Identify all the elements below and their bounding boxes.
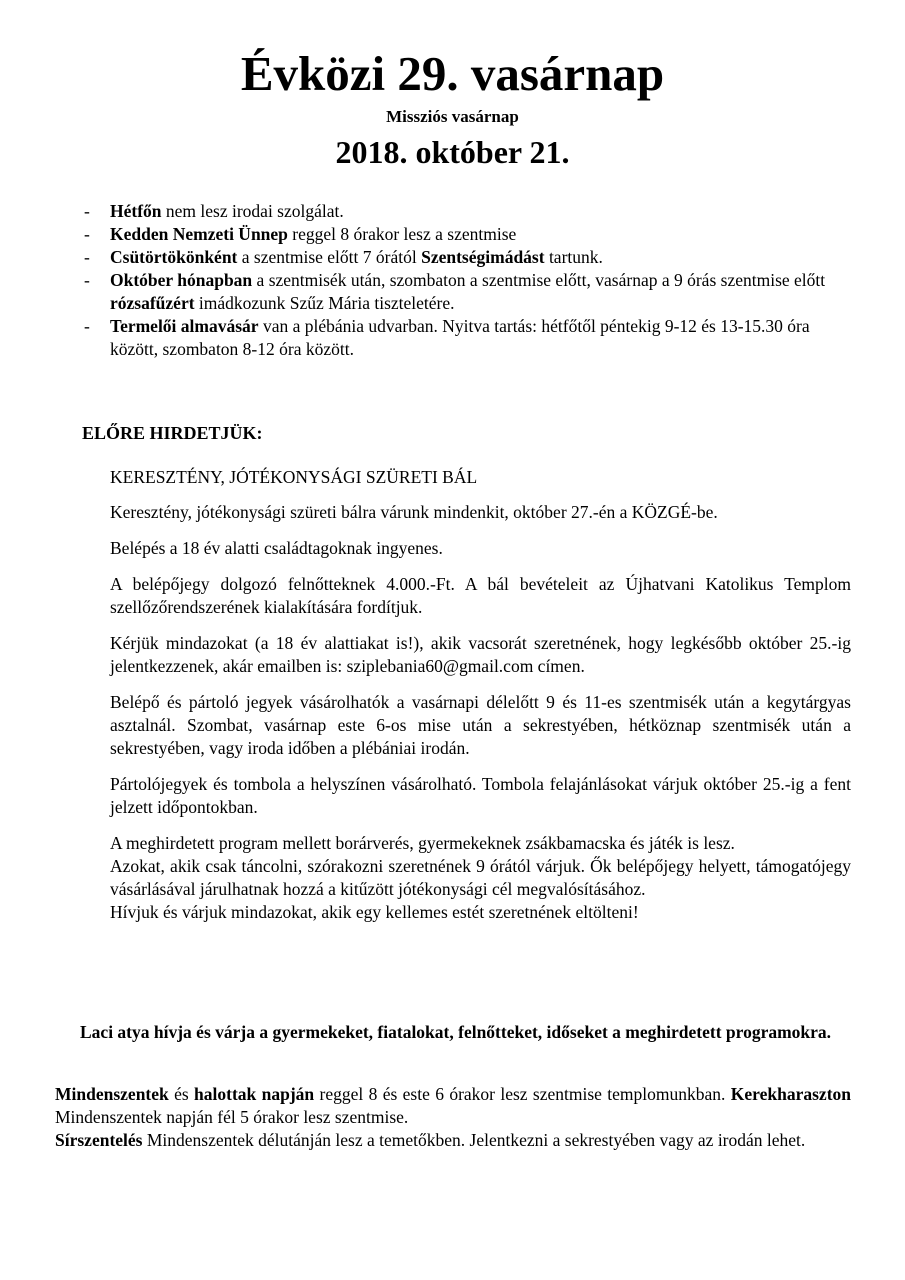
event-paragraph: Keresztény, jótékonysági szüreti bálra várunk mindenkit, október 27.-én a KÖZGÉ-be. xyxy=(110,502,718,522)
notice-text: Kedden Nemzeti Ünnep reggel 8 órakor lesz a szentmise xyxy=(110,224,517,244)
bold-run: Mindenszentek xyxy=(55,1084,169,1104)
harvest-ball-announcement xyxy=(110,466,851,924)
event-paragraph: A meghirdetett program mellett borárverés, gyermekeknek zsákbamacska és játék is lesz. xyxy=(110,833,735,853)
notice-item xyxy=(84,223,854,246)
all-saints-paragraph xyxy=(55,1083,851,1129)
closing-invitation: Laci atya hívja és várja a gyermekeket, fiatalokat, felnőtteket, időseket a meghirdetett programokra. xyxy=(80,1022,832,1042)
paragraph-text: Sírszentelés Mindenszentek délutánján lesz a temetőkben. Jelentkezni a sekrestyében vagy az irodán lehet. xyxy=(55,1130,806,1150)
event-paragraph: Kérjük mindazokat (a 18 év alattiakat is!), akik vacsorát szeretnének, hogy legkésőbb október 25.-ig jelentkezzenek, akár emailben is: sziplebania60@gmail.com címen. xyxy=(110,633,851,676)
notice-item xyxy=(84,200,854,223)
notice-text: Termelői almavásár van a plébánia udvarban. Nyitva tartás: hétfőtől péntekig 9-12 és 13-15.30 óra között, szombaton 8-12 óra között. xyxy=(110,316,810,359)
bulletin-date: 2018. október 21. xyxy=(335,134,570,170)
all-saints-notices xyxy=(55,1083,851,1152)
notice-text: Október hónapban a szentmisék után, szombaton a szentmise előtt, vasárnap a 9 órás szentmise előtt rózsafűzért imádkozunk Szűz Mária tiszteletére. xyxy=(110,270,826,313)
bold-run: Sírszentelés xyxy=(55,1130,143,1150)
event-paragraph: Belépő és pártoló jegyek vásárolhatók a vasárnapi délelőtt 9 és 11-es szentmisék után a kegytárgyas asztalnál. Szombat, vasárnap este 6-os mise után a sekrestyében, hétköznap szentmisék után a sekrestyében, vagy iroda időben a plébániai irodán. xyxy=(110,692,851,758)
event-paragraph: Belépés a 18 év alatti családtagoknak ingyenes. xyxy=(110,538,443,558)
page-title: Évközi 29. vasárnap xyxy=(240,46,665,101)
bold-run: Csütörtökönként xyxy=(110,247,238,267)
notice-item xyxy=(84,246,854,269)
grave-blessing-paragraph xyxy=(55,1129,851,1152)
bold-run: Kedden Nemzeti Ünnep xyxy=(110,224,288,244)
bold-run: Október hónapban xyxy=(110,270,253,290)
section-heading: ELŐRE HIRDETJÜK: xyxy=(82,423,263,443)
bold-run: halottak napján xyxy=(194,1084,315,1104)
event-title: KERESZTÉNY, JÓTÉKONYSÁGI SZÜRETI BÁL xyxy=(110,467,478,487)
dash-bullet: - xyxy=(84,316,90,336)
notice-item xyxy=(84,269,854,315)
paragraph-text: Mindenszentek és halottak napján reggel 8 és este 6 órakor lesz szentmise templomunkban. Kerekharaszton Mindenszentek napján fél 5 órakor lesz szentmise. xyxy=(55,1084,851,1127)
dash-bullet: - xyxy=(84,224,90,244)
notice-text: Csütörtökönként a szentmise előtt 7 órától Szentségimádást tartunk. xyxy=(110,247,603,267)
event-paragraph: Pártolójegyek és tombola a helyszínen vásárolható. Tombola felajánlásokat várjuk október 25.-ig a fent jelzett időpontokban. xyxy=(110,774,851,817)
bold-run: Szentségimádást xyxy=(421,247,545,267)
dash-bullet: - xyxy=(84,247,90,267)
dash-bullet: - xyxy=(84,201,90,221)
event-paragraph: Azokat, akik csak táncolni, szórakozni szeretnének 9 órától várjuk. Ők belépőjegy helyett, támogatójegy vásárlásával járulhatnak hozzá a kitűzött jótékonysági cél megvalósításához. xyxy=(110,856,851,899)
event-paragraph: A belépőjegy dolgozó felnőtteknek 4.000.-Ft. A bál bevételeit az Újhatvani Katolikus Templom szellőzőrendszerének kialakítására fordítjuk. xyxy=(110,574,851,617)
notice-item xyxy=(84,315,854,361)
bold-run: Termelői almavásár xyxy=(110,316,259,336)
bold-run: Kerekharaszton xyxy=(730,1084,851,1104)
event-paragraph: Hívjuk és várjuk mindazokat, akik egy kellemes estét szeretnének eltölteni! xyxy=(110,902,639,922)
page-subtitle: Missziós vasárnap xyxy=(386,107,519,126)
dash-bullet: - xyxy=(84,270,90,290)
bold-run: Hétfőn xyxy=(110,201,162,221)
bold-run: rózsafűzért xyxy=(110,293,195,313)
notice-text: Hétfőn nem lesz irodai szolgálat. xyxy=(110,201,344,221)
weekly-notices-list xyxy=(84,200,854,361)
